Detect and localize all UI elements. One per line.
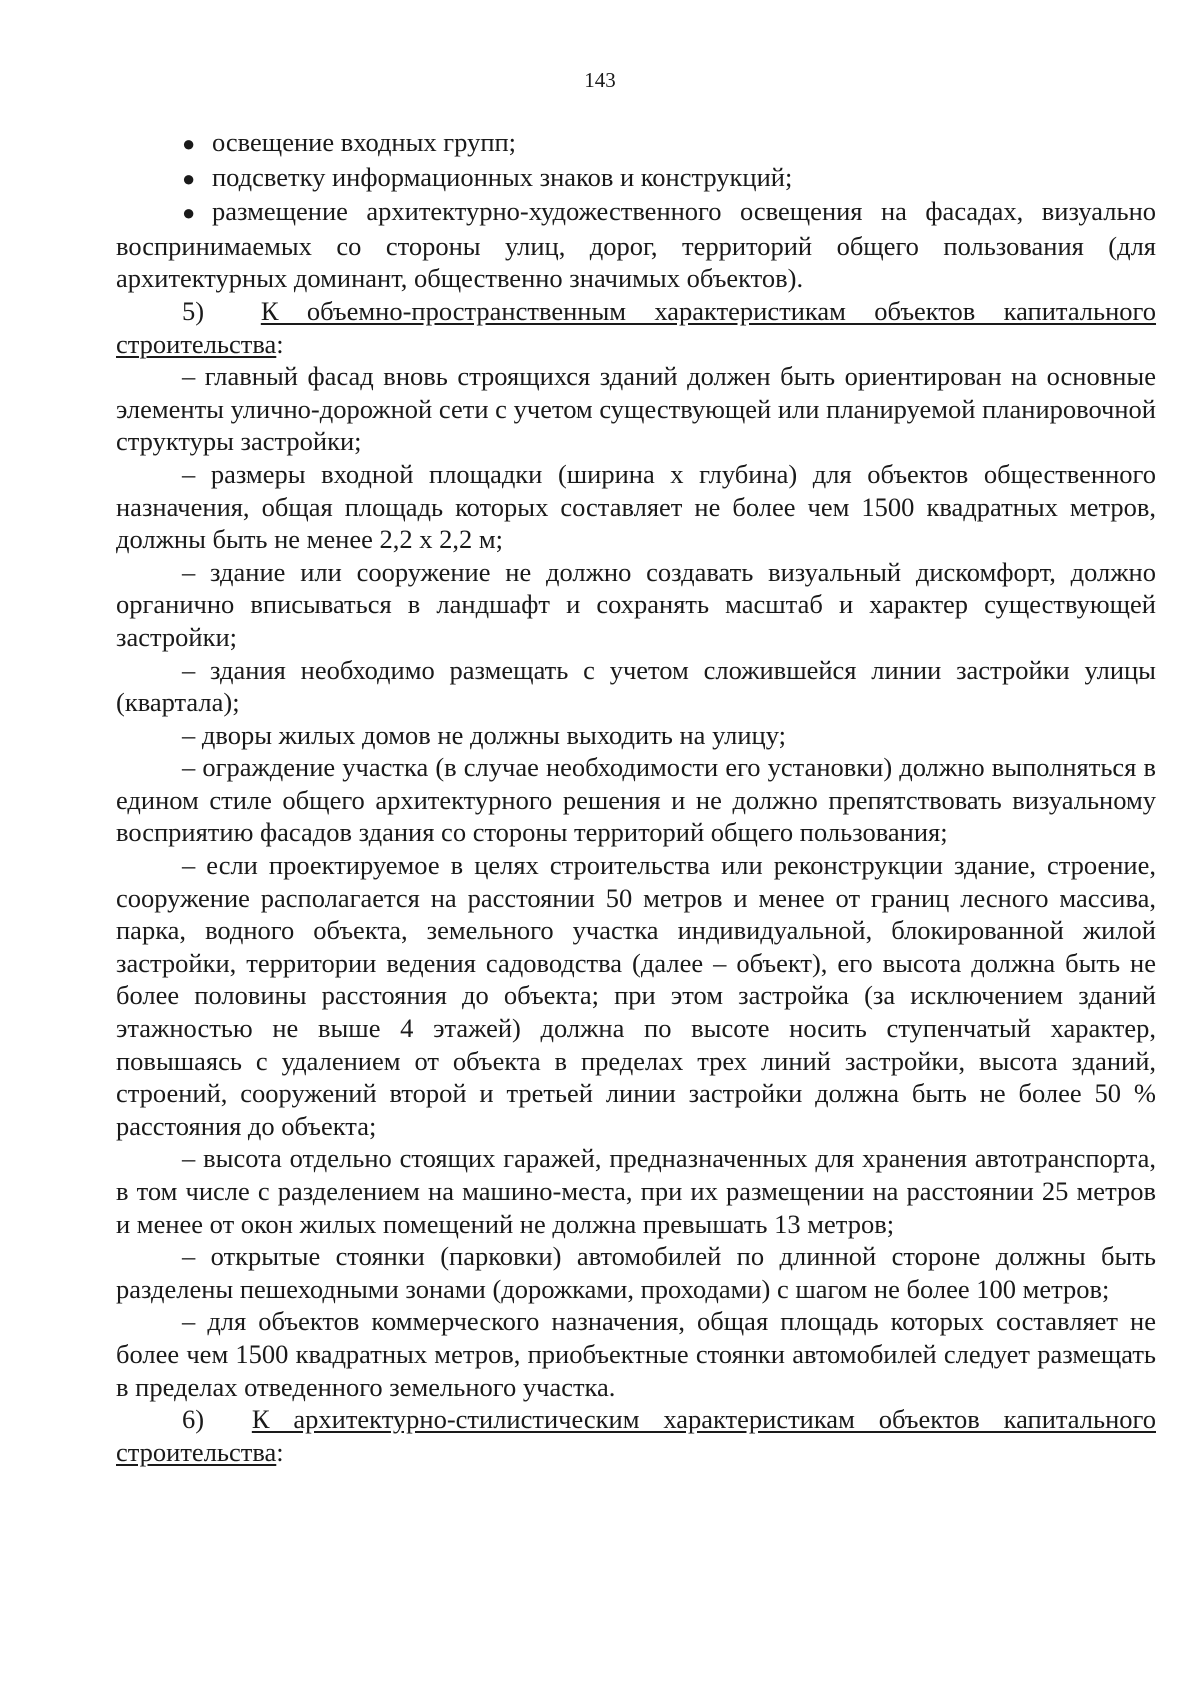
section-5-heading: 5) К объемно-пространственным характеристикам объектов капитального строительства: <box>116 295 1157 359</box>
list-item: – здания необходимо размещать с учетом сложившейся линии застройки улицы (квартала); <box>116 654 1156 718</box>
page-number: 143 <box>584 68 616 92</box>
list-item: – дворы жилых домов не должны выходить на улицу; <box>182 719 787 750</box>
bullet-item: ● подсветку информационных знаков и конструкций; <box>116 161 1156 196</box>
list-item: – открытые стоянки (парковки) автомобилей по длинной стороне должны быть разделены пешеходными зонами (дорожками, проходами) с шагом не более 100 метров; <box>116 1241 1156 1304</box>
bullet-icon: ● <box>182 200 196 226</box>
list-item: – ограждение участка (в случае необходимости его установки) должно выполняться в едином стиле общего архитектурного решения и не должно препятствовать визуальному восприятию фасадов здания со стороны территорий общего пользования; <box>116 752 1156 848</box>
bullet-icon: ● <box>182 131 196 156</box>
page-body <box>116 126 1156 1468</box>
bullet-icon: ● <box>182 165 196 191</box>
bullet-item: ● освещение входных групп; <box>116 126 1156 161</box>
list-item: – если проектируемое в целях строительства или реконструкции здание, строение, сооружение располагается на расстоянии 50 метров и менее от границ лесного массива, парка, водного объекта, земельного участка индивидуальной, блокированной жилой застройки, территории ведения садоводства (далее – объект), его высота должна быть не более половины расстояния до объекта; при этом застройка (за исключением зданий этажностью не выше 4 этажей) должна по высоте носить ступенчатый характер, повышаясь с удалением от объекта в пределах трех линий застройки, высота зданий, строений, сооружений второй и третьей линии застройки должна быть не более 50 % расстояния до объекта; <box>116 850 1156 1141</box>
bullet-item: ● размещение архитектурно-художественного освещения на фасадах, визуально воспринимаемых со стороны улиц, дорог, территорий общего пользования (для архитектурных доминант, общественно значимых объектов). <box>116 196 1156 294</box>
list-item: – высота отдельно стоящих гаражей, предназначенных для хранения автотранспорта, в том числе с разделением на машино-места, при их размещении на расстоянии 25 метров и менее от окон жилых помещений не должна превышать 13 метров; <box>116 1143 1156 1239</box>
list-item: – размеры входной площадки (ширина х глубина) для объектов общественного назначения, общая площадь которых составляет не более чем 1500 квадратных метров, должны быть не менее 2,2 х 2,2 м; <box>116 458 1156 555</box>
section-5-title: К объемно-пространственным характеристикам объектов капитального строительства <box>116 295 1157 359</box>
section-6-heading: 6) К архитектурно-стилистическим характеристикам объектов капитального строительства: <box>116 1404 1156 1467</box>
list-item: – для объектов коммерческого назначения, общая площадь которых составляет не более чем 1500 квадратных метров, приобъектные стоянки автомобилей следует размещать в пределах отведенного земельного участка. <box>116 1306 1156 1402</box>
list-item: – здание или сооружение не должно создавать визуальный дискомфорт, должно органично вписываться в ландшафт и сохранять масштаб и характер существующей застройки; <box>116 556 1156 652</box>
section-6-title: К архитектурно-стилистическим характеристикам объектов капитального строительства <box>116 1404 1156 1467</box>
list-item: – главный фасад вновь строящихся зданий должен быть ориентирован на основные элементы улично-дорожной сети с учетом существующей или планируемой планировочной структуры застройки; <box>116 361 1156 457</box>
